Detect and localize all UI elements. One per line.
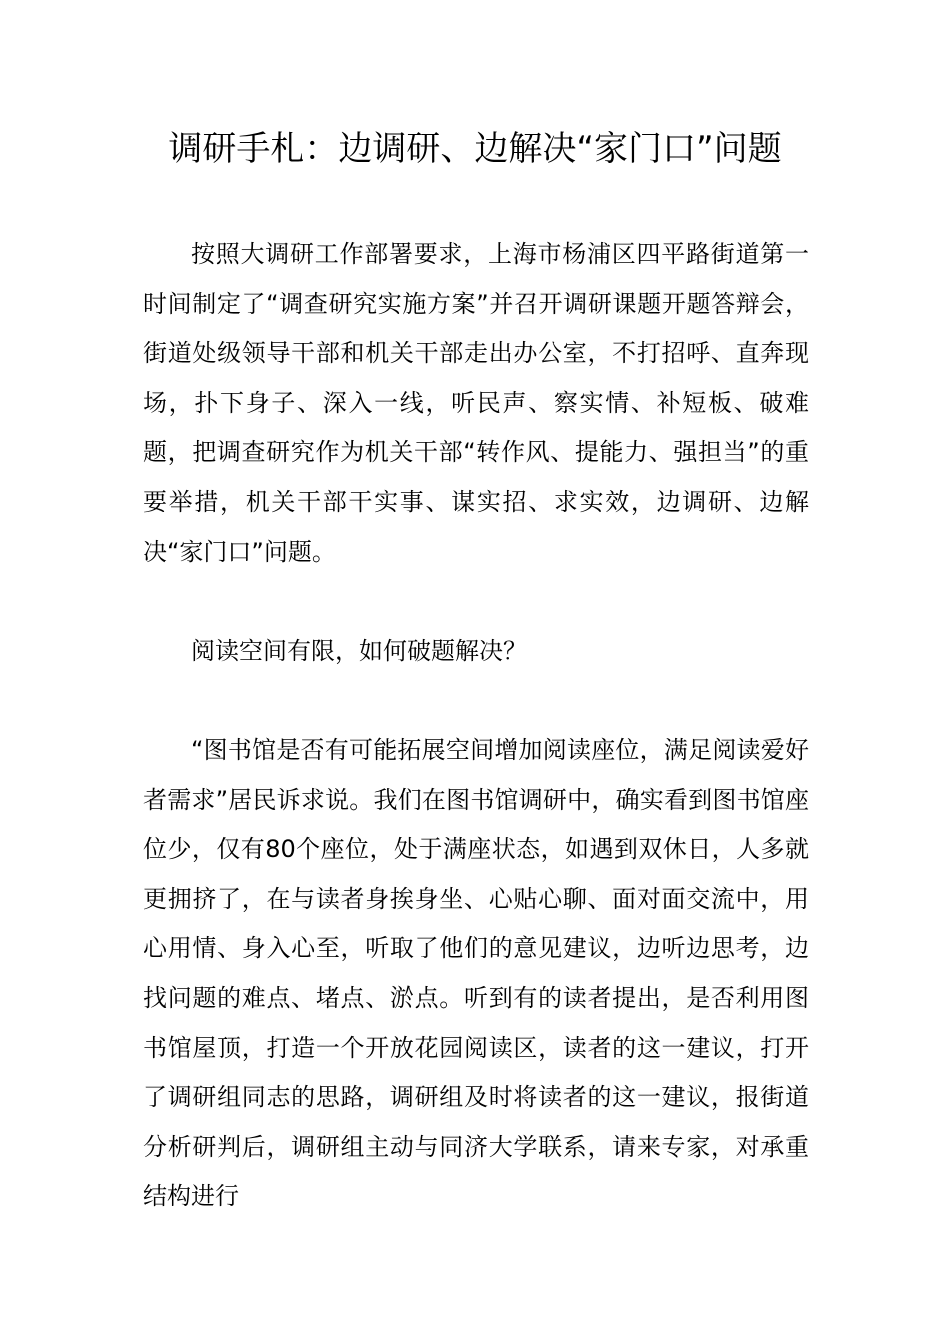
paragraph-intro: 按照大调研工作部署要求，上海市杨浦区四平路街道第一时间制定了“调查研究实施方案”并召开调研课题开题答辩会，街道处级领导干部和机关干部走出办公室，不打招呼、直奔现场，扑下身子、深入一线，听民声、察实情、补短板、破难题，把调查研究作为机关干部“转作风、提能力、强担当”的重要举措，机关干部干实事、谋实招、求实效，边调研、边解决“家门口”问题。 <box>143 240 809 566</box>
document-title: 调研手札：边调研、边解决“家门口”问题 <box>168 129 782 169</box>
paragraph-library: “图书馆是否有可能拓展空间增加阅读座位，满足阅读爱好者需求”居民诉求说。我们在图书馆调研中，确实看到图书馆座位少，仅有80个座位，处于满座状态，如遇到双休日，人多就更拥挤了，在与读者身挨身坐、心贴心聊、面对面交流中，用心用情、身入心至，听取了他们的意见建议，边听边思考，边找问题的难点、堵点、淤点。听到有的读者提出，是否利用图书馆屋顶，打造一个开放花园阅读区，读者的这一建议，打开了调研组同志的思路，调研组及时将读者的这一建议，报街道分析研判后，调研组主动与同济大学联系，请来专家，对承重结构进行 <box>143 735 809 1211</box>
paragraph-spacer <box>143 676 809 726</box>
paragraph-spacer <box>143 577 809 627</box>
document-body <box>143 230 809 1222</box>
section-heading: 阅读空间有限，如何破题解决？ <box>191 636 527 665</box>
